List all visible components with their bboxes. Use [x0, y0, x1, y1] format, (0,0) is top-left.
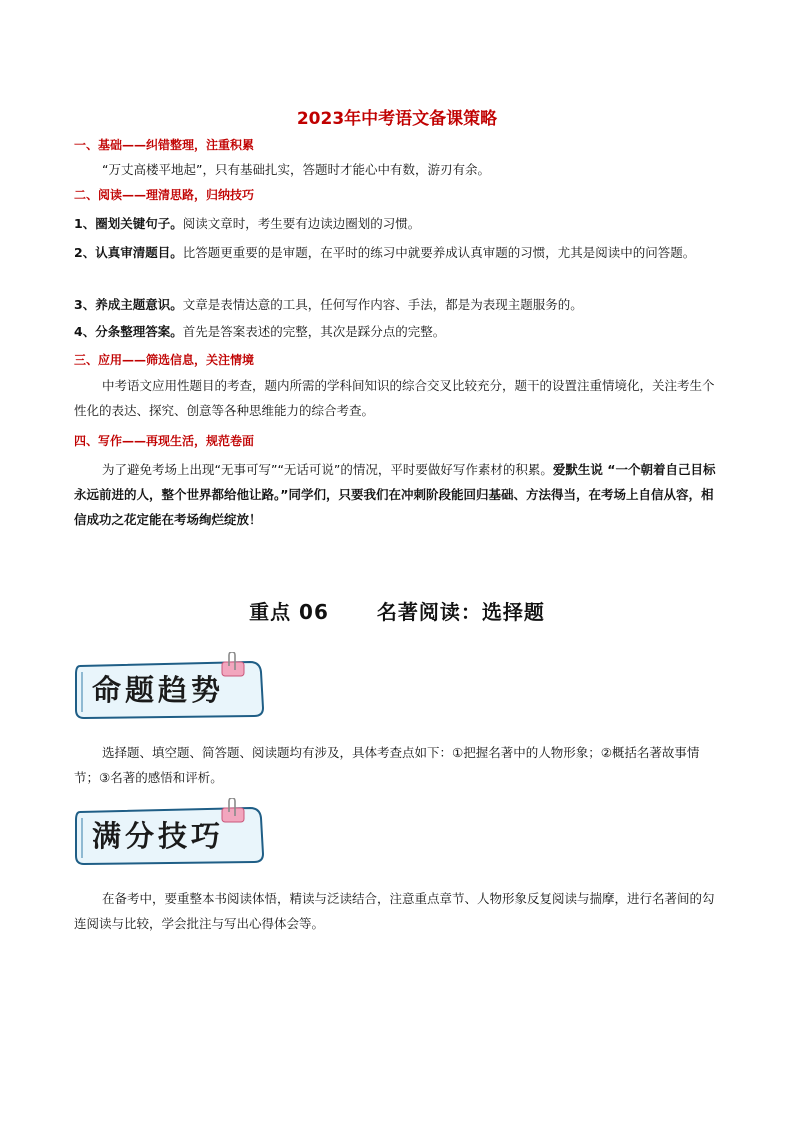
reading-item-1-lead: 1、圈划关键句子。 — [74, 216, 183, 231]
reading-item-2 — [74, 240, 724, 265]
reading-item-1-text: 阅读文章时，考生要有边读边圈划的习惯。 — [182, 216, 421, 231]
focus-number: 重点 06 — [249, 600, 329, 624]
section-heading-writing: 四、写作——再现生活，规范卷面 — [74, 434, 255, 448]
reading-item-3 — [74, 292, 724, 317]
section-heading-reading: 二、阅读——理清思路，归纳技巧 — [74, 188, 255, 202]
reading-item-3-text: 文章是表情达意的工具，任何写作内容、手法，都是为表现主题服务的。 — [182, 297, 583, 312]
writing-paragraph-plain: 为了避免考场上出现“无事可写”“无话可说”的情况，平时要做好写作素材的积累。 — [102, 462, 553, 477]
section-paragraph-basics: “万丈高楼平地起”，只有基础扎实，答题时才能心中有数，游刃有余。 — [102, 162, 490, 177]
banner-trend — [74, 656, 270, 722]
section-paragraph-writing — [74, 457, 724, 532]
trend-paragraph: 选择题、填空题、简答题、阅读题均有涉及，具体考查点如下：①把握名著中的人物形象；②概括名著故事情节；③名著的感悟和评析。 — [74, 745, 700, 785]
banner-skill-label: 满分技巧 — [92, 819, 225, 853]
section-heading-basics: 一、基础——纠错整理，注重积累 — [74, 138, 255, 152]
section-heading-application: 三、应用——筛选信息，关注情境 — [74, 353, 255, 367]
document-title: 2023年中考语文备课策略 — [296, 109, 498, 129]
focus-title: 名著阅读：选择题 — [376, 600, 545, 624]
banner-trend-label: 命题趋势 — [92, 673, 225, 707]
banner-skill — [74, 802, 270, 868]
skill-paragraph: 在备考中，要重整本书阅读体悟，精读与泛读结合，注意重点章节、人物形象反复阅读与揣摩，进行名著间的勾连阅读与比较，学会批注与写出心得体会等。 — [74, 891, 715, 931]
reading-item-2-text: 比答题更重要的是审题，在平时的练习中就要养成认真审题的习惯，尤其是阅读中的问答题。 — [182, 245, 696, 260]
reading-item-4-text: 首先是答案表述的完整，其次是踩分点的完整。 — [182, 324, 446, 339]
section-paragraph-application: 中考语文应用性题目的考查，题内所需的学科间知识的综合交叉比较充分，题干的设置注重情境化，关注考生个性化的表达、探究、创意等各种思维能力的综合考查。 — [74, 378, 715, 418]
reading-item-3-lead: 3、养成主题意识。 — [74, 297, 183, 312]
reading-item-4 — [74, 319, 724, 344]
focus-heading — [0, 596, 794, 625]
reading-item-2-lead: 2、认真审清题目。 — [74, 245, 183, 260]
reading-item-1 — [74, 211, 724, 236]
writing-paragraph-quote: 爱默生说 “一个朝着自己目标永远前进的人，整个世界都给他让路。”同学们，只要我们在冲刺阶段能回归基础、方法得当，在考场上自信从容，相信成功之花定能在考场绚烂绽放！ — [74, 462, 716, 527]
reading-item-4-lead: 4、分条整理答案。 — [74, 324, 183, 339]
